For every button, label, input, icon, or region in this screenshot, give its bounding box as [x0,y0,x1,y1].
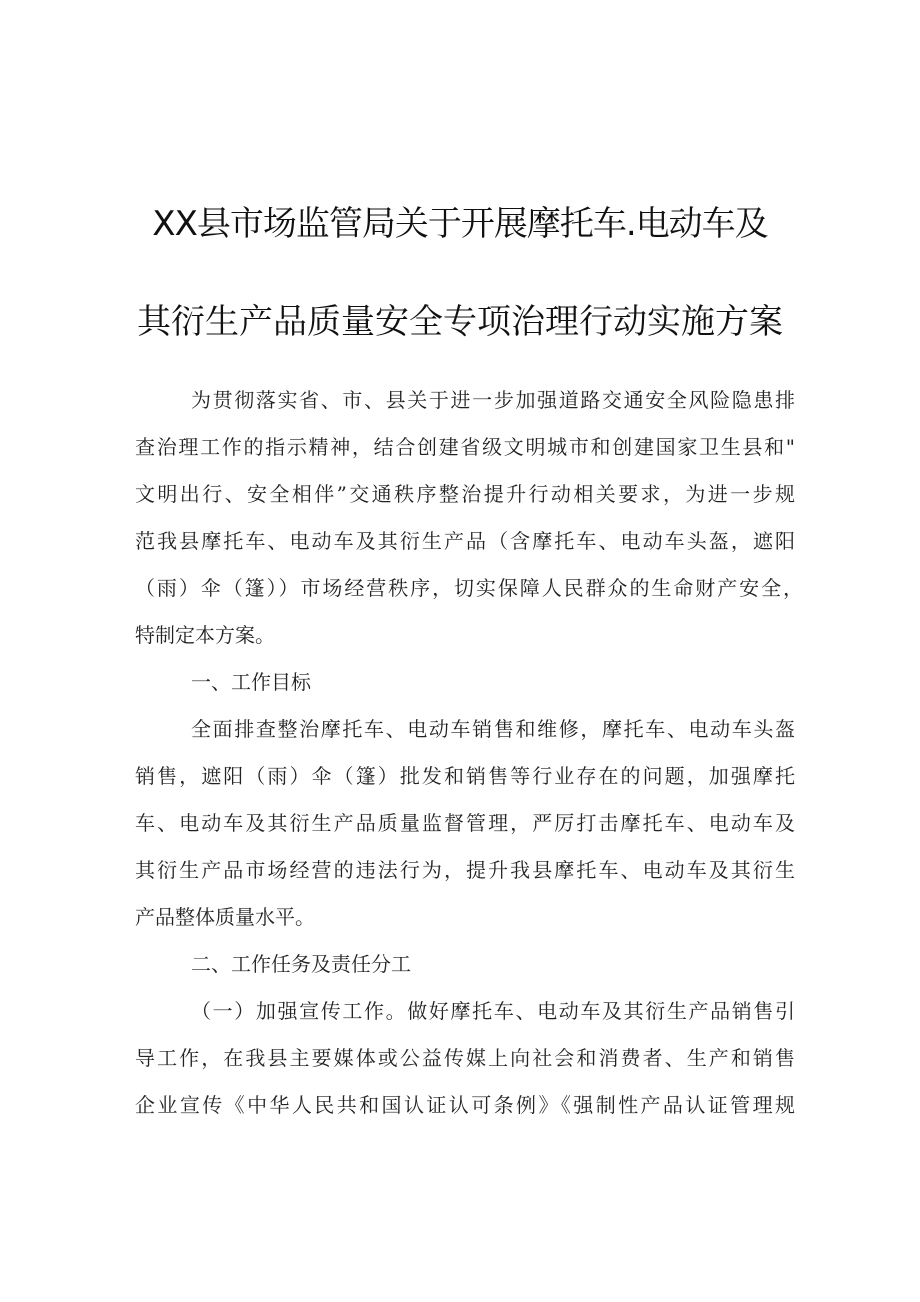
paragraph-line: 全面排查整治摩托车、电动车销售和维修，摩托车、电动车头盔 [191,717,795,741]
paragraph-line: 其衍生产品市场经营的违法行为，提升我县摩托车、电动车及其衍生 [135,858,795,882]
document-title-line-2: 其衍生产品质量安全专项治理行动实施方案 [137,302,783,342]
paragraph-line: 导工作，在我县主要媒体或公益传媒上向社会和消费者、生产和销售 [135,1046,795,1070]
document-title-line-1: XX县市场监管局关于开展摩托车.电动车及 [152,204,768,244]
paragraph-line: 为贯彻落实省、市、县关于进一步加强道路交通安全风险隐患排 [191,388,795,412]
paragraph-line: 销售，遮阳（雨）伞（篷）批发和销售等行业存在的问题，加强摩托 [135,764,795,788]
paragraph-line: 范我县摩托车、电动车及其衍生产品（含摩托车、电动车头盔，遮阳 [135,529,795,553]
paragraph-line: 企业宣传《中华人民共和国认证认可条例》《强制性产品认证管理规 [135,1093,795,1117]
paragraph-line: （一）加强宣传工作。做好摩托车、电动车及其衍生产品销售引 [191,999,795,1023]
paragraph-line: 文明出行、安全相伴”交通秩序整治提升行动相关要求，为进一步规 [135,482,795,506]
section-heading: 一、工作目标 [191,670,311,694]
paragraph-line: 车、电动车及其衍生产品质量监督管理，严厉打击摩托车、电动车及 [135,811,795,835]
section-heading: 二、工作任务及责任分工 [191,952,411,976]
paragraph-line: 产品整体质量水平。 [135,905,315,929]
paragraph-line: 查治理工作的指示精神，结合创建省级文明城市和创建国家卫生县和" [135,435,795,459]
paragraph-line: 特制定本方案。 [135,623,275,647]
paragraph-line: （雨）伞（篷））市场经营秩序，切实保障人民群众的生命财产安全， [135,576,803,600]
